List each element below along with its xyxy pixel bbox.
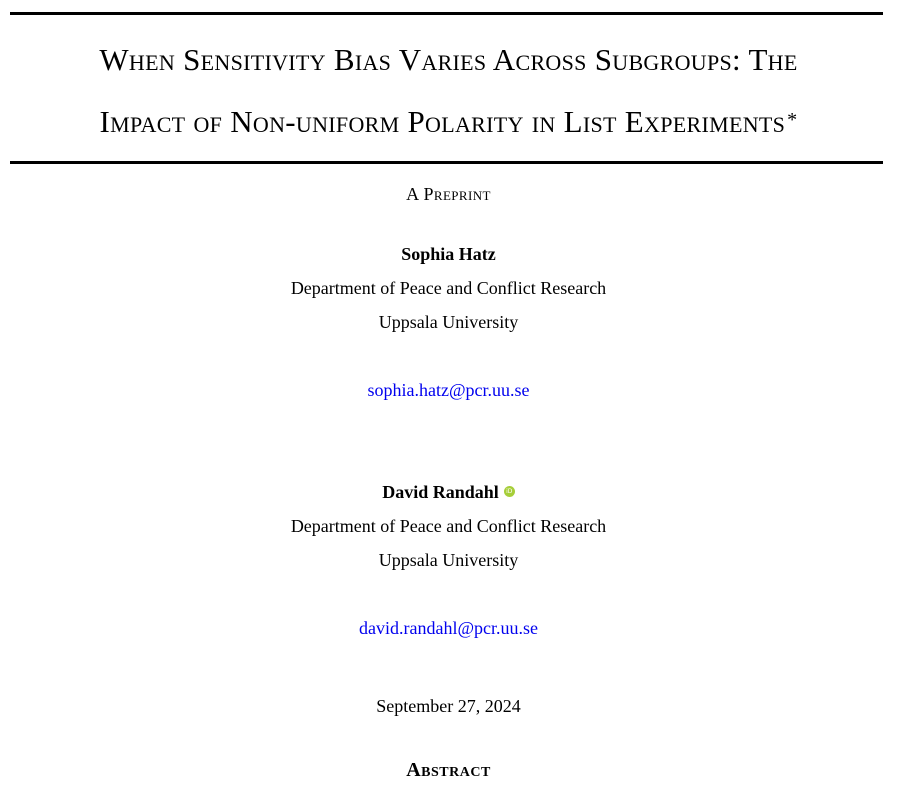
title-top-rule <box>10 12 883 15</box>
paper-title-text-2: Impact of Non-uniform Polarity in List Experiments <box>99 104 786 139</box>
author-name-1: Sophia Hatz <box>401 244 496 264</box>
paper-title-line-1 <box>0 44 897 75</box>
author-email-1 <box>0 381 897 399</box>
paper-title-line-2 <box>0 106 897 137</box>
author-institution-1: Uppsala University <box>378 312 519 332</box>
author-name-2: David Randahl <box>382 482 499 502</box>
author-email-link-2[interactable]: david.randahl@pcr.uu.se <box>358 618 539 638</box>
orcid-icon[interactable]: iD <box>504 486 515 497</box>
author-institution-2: Uppsala University <box>378 550 519 570</box>
paper-title-text-1: When Sensitivity Bias Varies Across Subgroups: The <box>99 42 798 77</box>
author-department-2: Department of Peace and Conflict Research <box>290 516 607 536</box>
abstract-heading: Abstract <box>406 759 491 781</box>
author-block-2 <box>0 483 897 501</box>
preprint-label: A Preprint <box>406 184 491 204</box>
title-bottom-rule <box>10 161 883 164</box>
title-footnote-mark[interactable]: * <box>787 109 798 131</box>
paper-date: September 27, 2024 <box>376 696 521 716</box>
author-department-1: Department of Peace and Conflict Research <box>290 278 607 298</box>
author-email-2 <box>0 619 897 637</box>
author-email-link-1[interactable]: sophia.hatz@pcr.uu.se <box>367 380 530 400</box>
